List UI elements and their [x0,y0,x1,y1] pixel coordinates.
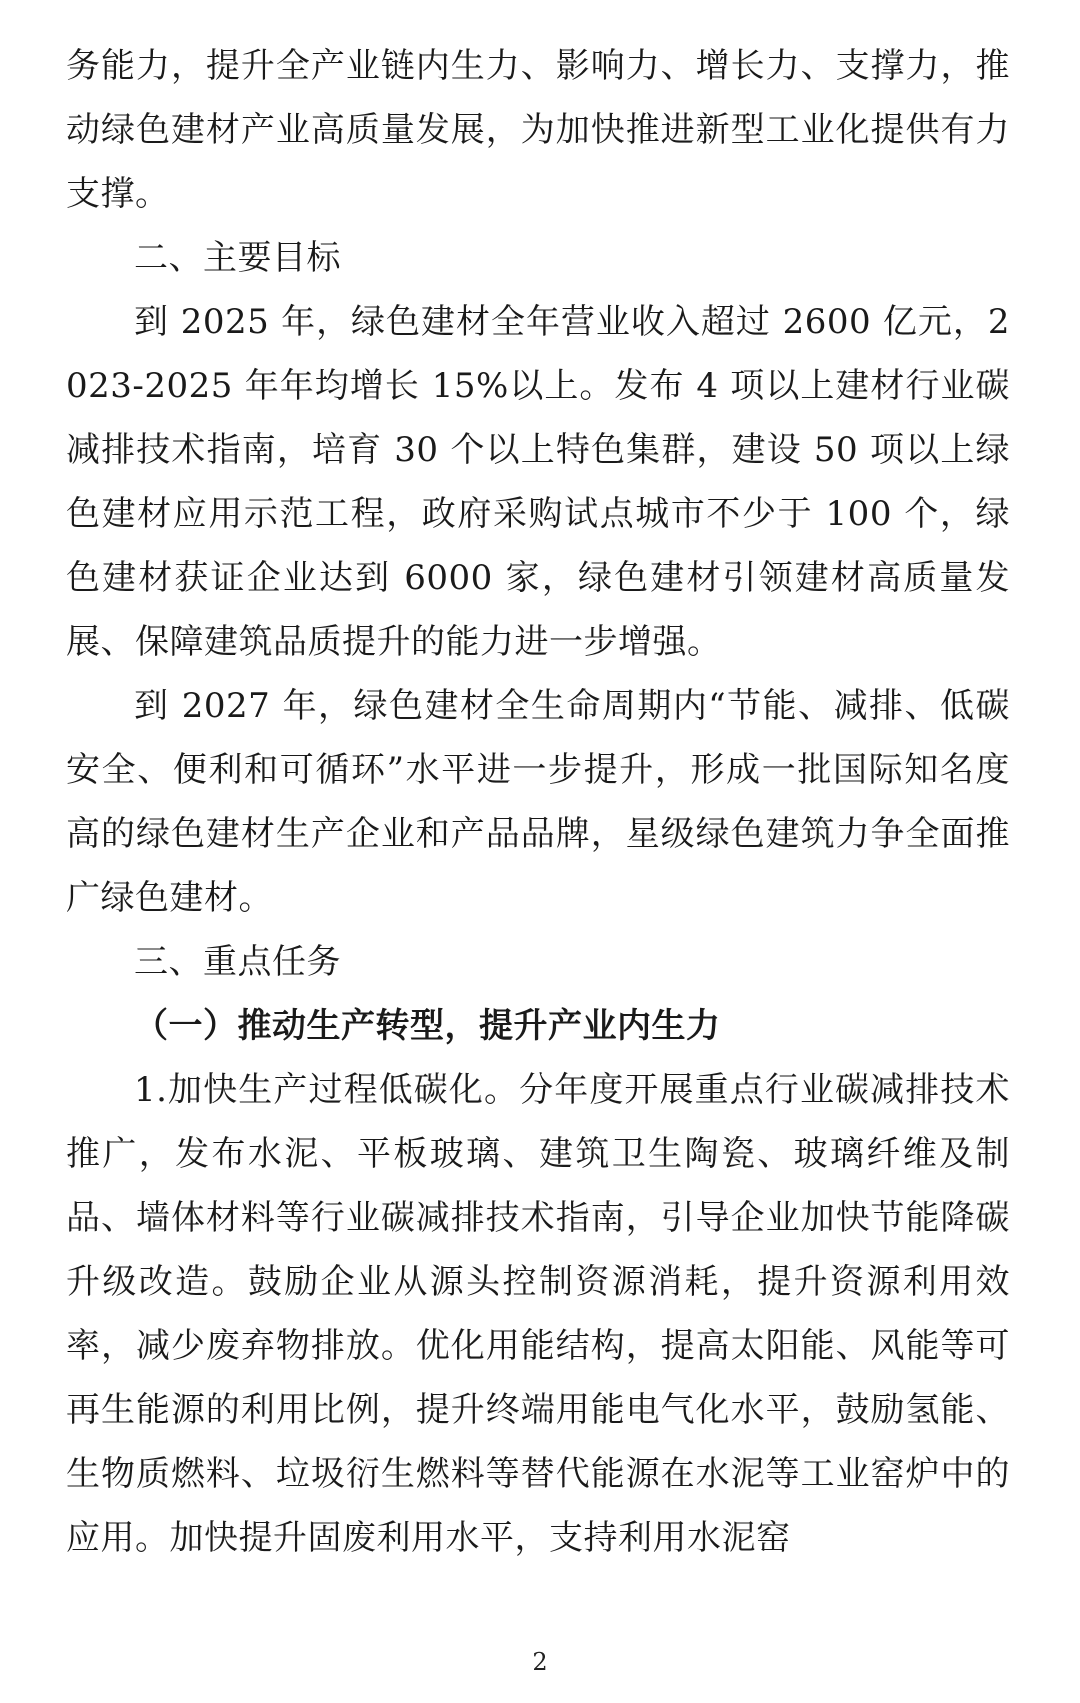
section-heading-main-goals: 二、主要目标 [134,238,341,278]
paragraph-2025-goals: 到 2025 年，绿色建材全年营业收入超过 2600 亿元，2023-2025 年年均增长 15%以上。发布 4 项以上建材行业碳减排技术指南，培育 30 个以上特色集群，建设 50 项以上绿色建材应用示范工程，政府采购试点城市不少于 100 个，绿色建材获证企业达到 6000 家，绿色建材引领建材高质量发展、保障建筑品质提升的能力进一步增强。 [66,302,1010,662]
paragraph-continuation: 务能力，提升全产业链内生力、影响力、增长力、支撑力，推动绿色建材产业高质量发展，为加快推进新型工业化提供有力支撑。 [66,46,1010,214]
paragraph-low-carbon-production: 1.加快生产过程低碳化。分年度开展重点行业碳减排技术推广，发布水泥、平板玻璃、建筑卫生陶瓷、玻璃纤维及制品、墙体材料等行业碳减排技术指南，引导企业加快节能降碳升级改造。鼓励企业从源头控制资源消耗，提升资源利用效率，减少废弃物排放。优化用能结构，提高太阳能、风能等可再生能源的利用比例，提升终端用能电气化水平，鼓励氢能、生物质燃料、垃圾衍生燃料等替代能源在水泥等工业窑炉中的应用。加快提升固废利用水平，支持利用水泥窑 [66,1070,1010,1558]
page-number: 2 [532,1648,548,1676]
subsection-heading-production-transformation: （一）推动生产转型，提升产业内生力 [134,1006,721,1046]
document-body [66,34,1010,1570]
section-heading-key-tasks: 三、重点任务 [134,942,341,982]
paragraph-2027-goals: 到 2027 年，绿色建材全生命周期内“节能、减排、低碳安全、便利和可循环”水平进一步提升，形成一批国际知名度高的绿色建材生产企业和产品品牌，星级绿色建筑力争全面推广绿色建材。 [66,686,1010,918]
